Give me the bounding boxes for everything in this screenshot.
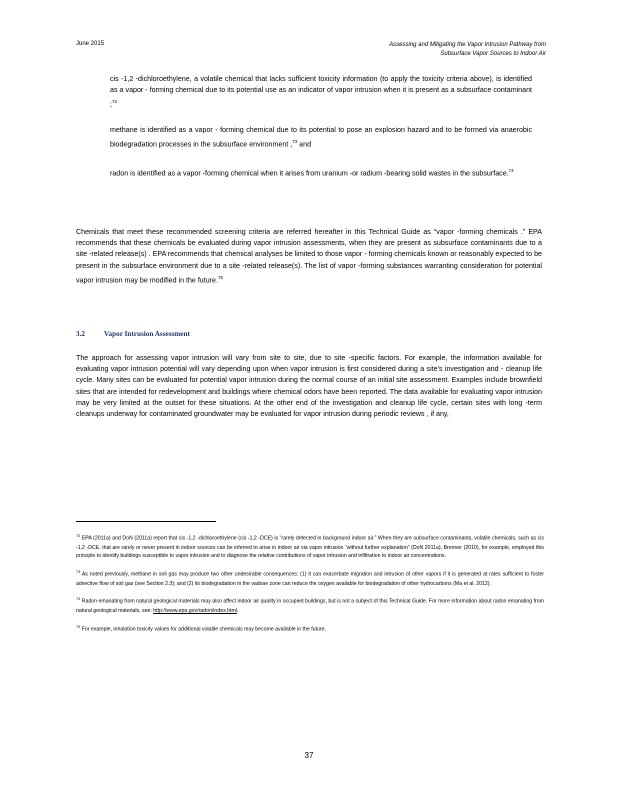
footnote-ref[interactable]: 75: [217, 274, 223, 280]
bullet-tail: and: [297, 140, 312, 149]
footnote-number: 73: [76, 570, 81, 575]
body-paragraph: [76, 353, 542, 420]
running-header-line-1: Assessing and Mitigating the Vapor Intrusion Pathway from: [389, 42, 546, 48]
bullet-item: [92, 165, 532, 180]
footnote-number: 74: [76, 597, 81, 602]
footnote-text: As noted previously, methane in soil gas may produce two other undesirable consequences: (1) it can exacerbate migration and intrusion of other vapors if it is generated at rates sufficient to foster advective flow of soil gas (see Section 2.3); and (2) its biodegradation in the vadose zone can reduce the oxygen available for biodegradation of other hydrocarbons (Ma et al. 2012).: [76, 571, 544, 587]
footnote-number: 75: [76, 624, 81, 629]
footnote-ref[interactable]: 74: [508, 167, 514, 173]
footnote-text: EPA (2011a) and DoN (2011a) report that cis -1,2 -dichloroethylene (cis -1,2 -DCE) is “rarely detected in background indoor air.” When they are subsurface contaminants, volatile chemicals, such as cis -1,2 -DCE, that are rarely or never present in indoor sources can be inferred to arise in indoor air via vapor intrusion “without further explanation” (DoN 2011a). Brenner (2010), for example, employed this principle to identify buildings susceptible to vapor intrusion and to diagnose the relative contributions of vapor intrusion and infiltration to indoor air concentrations.: [76, 535, 544, 560]
footnote-tail: .: [236, 607, 239, 614]
footnote-ref[interactable]: 73: [292, 139, 298, 145]
footnote-separator: [76, 521, 216, 522]
bullet-item: [92, 74, 532, 111]
page-number: 37: [304, 751, 314, 760]
footnote-text: For example, inhalation toxicity values for additional volatile chemicals may become available in the future.: [81, 626, 326, 633]
footnote-ref[interactable]: 72: [111, 99, 117, 105]
section-number: 3.2: [76, 330, 85, 338]
footnote-number: 72: [76, 534, 81, 538]
section-title: Vapor Intrusion Assessment: [104, 330, 190, 338]
bullet-text: methane is identified as a vapor - forming chemical due to its potential to pose an explosion hazard and to be formed via anaerobic biodegradation processes in the subsurface environment ,: [110, 125, 532, 149]
bullet-text: cis -1,2 -dichloroethylene, a volatile chemical that lacks sufficient toxicity information (to apply the toxicity criteria above), is identified as a vapor - forming chemical due to its potential use as an indicator of vapor intrusion when it is present as a subsurface contaminant ;: [110, 75, 532, 109]
running-header-date: June 2015: [76, 41, 105, 47]
footnote: [76, 623, 544, 635]
bullet-list: [92, 74, 532, 193]
footnote: [76, 568, 544, 588]
bullet-item: [92, 125, 532, 151]
footnote-text: Radon emanating from natural geological materials may also affect indoor air quality in occupied buildings, but is not a subject of this Technical Guide. For more information about radon emanating from natural geological materials, see:: [76, 599, 544, 614]
bullet-text: radon is identified as a vapor -forming chemical when it arises from uranium -or radium -bearing solid wastes in the subsurface.: [110, 169, 509, 178]
section-heading: [76, 330, 190, 338]
footnote: [76, 532, 544, 561]
radon-link[interactable]: http://www.epa.gov/radon/index.html: [153, 607, 237, 614]
footnotes: [76, 532, 544, 641]
footnote: [76, 595, 544, 615]
paragraph-text: Chemicals that meet these recommended screening criteria are referred hereafter in this Technical Guide as “vapor -forming chemicals .” EPA recommends that these chemicals be evaluated during vapor intrusion assessments, when they are present as subsurface contaminants due to a site -related release(s) . EPA recommends that chemical analyses be limited to those vapor - forming chemicals known or reasonably expected to be present in the subsurface environment due to a site -related release(s). The list of vapor -forming substances warranting consideration for potential vapor intrusion may be modified in the future.: [76, 228, 542, 285]
running-header-line-2: Subsurface Vapor Sources to Indoor Air: [440, 51, 546, 57]
paragraph-text: The approach for assessing vapor intrusion will vary from site to site, due to site -specific factors. For example, the information available for evaluating vapor intrusion potential will vary depending upon when vapor intrusion is first considered during a site's investigation and - cleanup life cycle. Many sites can be evaluated for potential vapor intrusion during the normal course of an initial site assessment. Examples include brownfield sites that are intended for redevelopment and buildings where chemical odors have been reported. The data available for evaluating vapor intrusion may be very limited at the outset for these situations. At the other end of the investigation and cleanup life cycle, certain sites with long -term cleanups underway for contaminated groundwater may be evaluated for vapor intrusion during periodic reviews , if any,: [76, 354, 542, 419]
body-paragraph: [76, 227, 542, 286]
running-header-title: [296, 41, 546, 59]
